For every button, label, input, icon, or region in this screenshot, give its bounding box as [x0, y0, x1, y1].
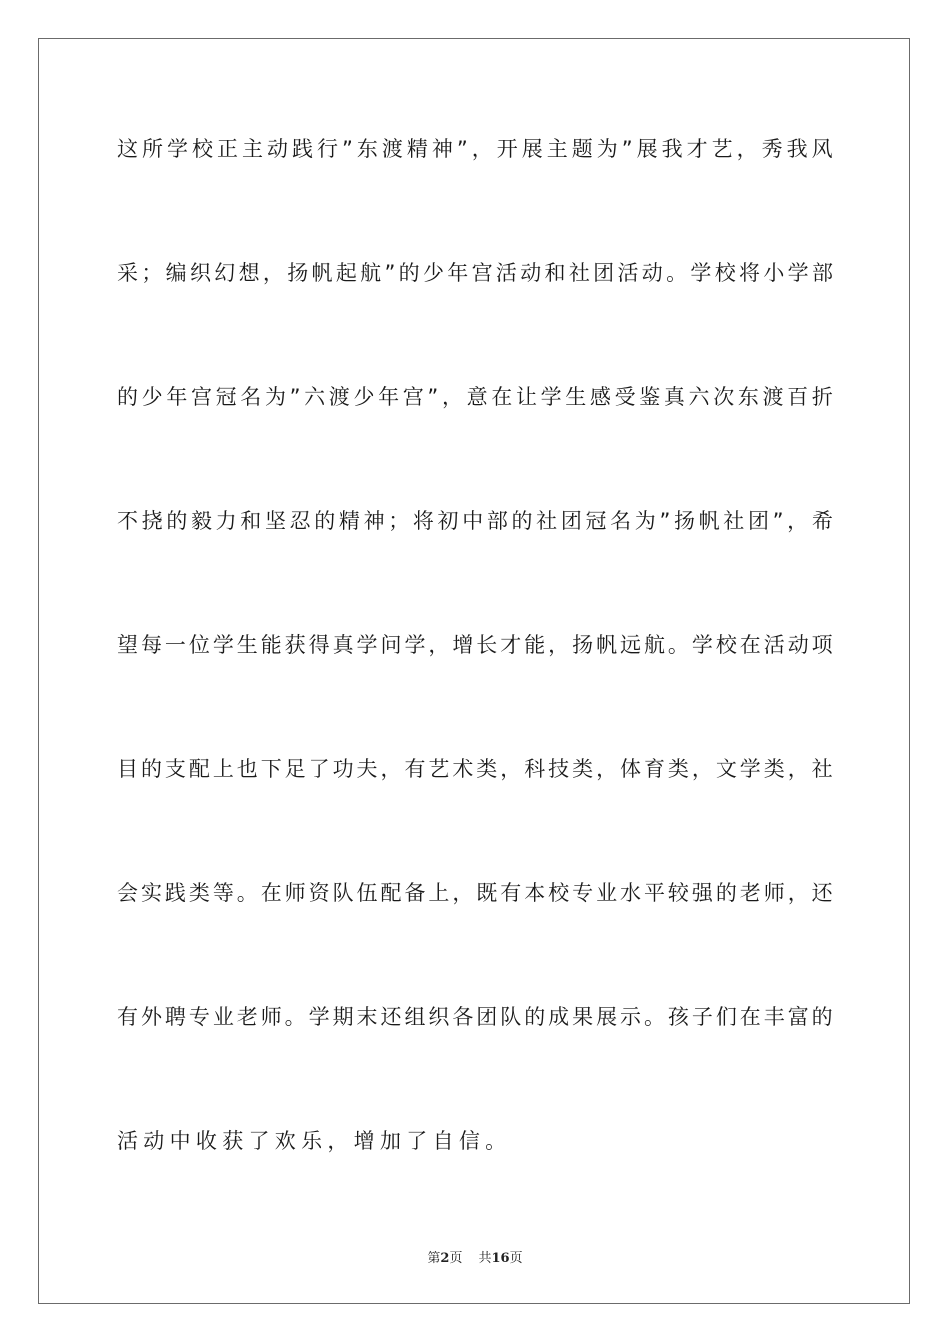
body-text-line: 不 挠 的 毅 力 和 坚 忍 的 精 神 ； 将 初 中 部 的 社 团 冠 名 为 ” 扬 帆 社 团 ” ， 希 [117, 509, 833, 533]
page-frame [38, 38, 910, 1304]
body-text-line: 会 实 践 类 等 。 在 师 资 队 伍 配 备 上 ， 既 有 本 校 专 业 水 平 较 强 的 老 师 ， 还 [117, 881, 833, 905]
body-text-line: 有 外 聘 专 业 老 师 。 学 期 末 还 组 织 各 团 队 的 成 果 展 示 。 孩 子 们 在 丰 富 的 [117, 1005, 833, 1029]
page-footer [0, 1247, 950, 1266]
body-text-line: 的 少 年 宫 冠 名 为 ” 六 渡 少 年 宫 ” ， 意 在 让 学 生 感 受 鉴 真 六 次 东 渡 百 折 [117, 385, 833, 409]
footer-total-suffix: 页 [509, 1251, 523, 1266]
footer-total-prefix: 共 [478, 1251, 492, 1266]
footer-page-prefix: 第 [427, 1251, 441, 1266]
body-text-line: 望 每 一 位 学 生 能 获 得 真 学 问 学 ， 增 长 才 能 ， 扬 帆 远 航 。 学 校 在 活 动 项 [117, 633, 833, 657]
footer-page-suffix: 页 [449, 1251, 463, 1266]
footer-page-number: 2 [440, 1251, 450, 1266]
footer-total-pages: 16 [491, 1251, 510, 1266]
body-text-line: 这 所 学 校 正 主 动 践 行 ” 东 渡 精 神 ” ， 开 展 主 题 为 ” 展 我 才 艺 ， 秀 我 风 [117, 137, 833, 161]
body-text-line: 采 ； 编 织 幻 想 ， 扬 帆 起 航 ” 的 少 年 宫 活 动 和 社 团 活 动 。 学 校 将 小 学 部 [117, 261, 833, 285]
body-text-line: 目 的 支 配 上 也 下 足 了 功 夫 ， 有 艺 术 类 ， 科 技 类 ， 体 育 类 ， 文 学 类 ， 社 [117, 757, 833, 781]
body-text-line: 活 动 中 收 获 了 欢 乐 ， 增 加 了 自 信 。 [117, 1129, 507, 1153]
